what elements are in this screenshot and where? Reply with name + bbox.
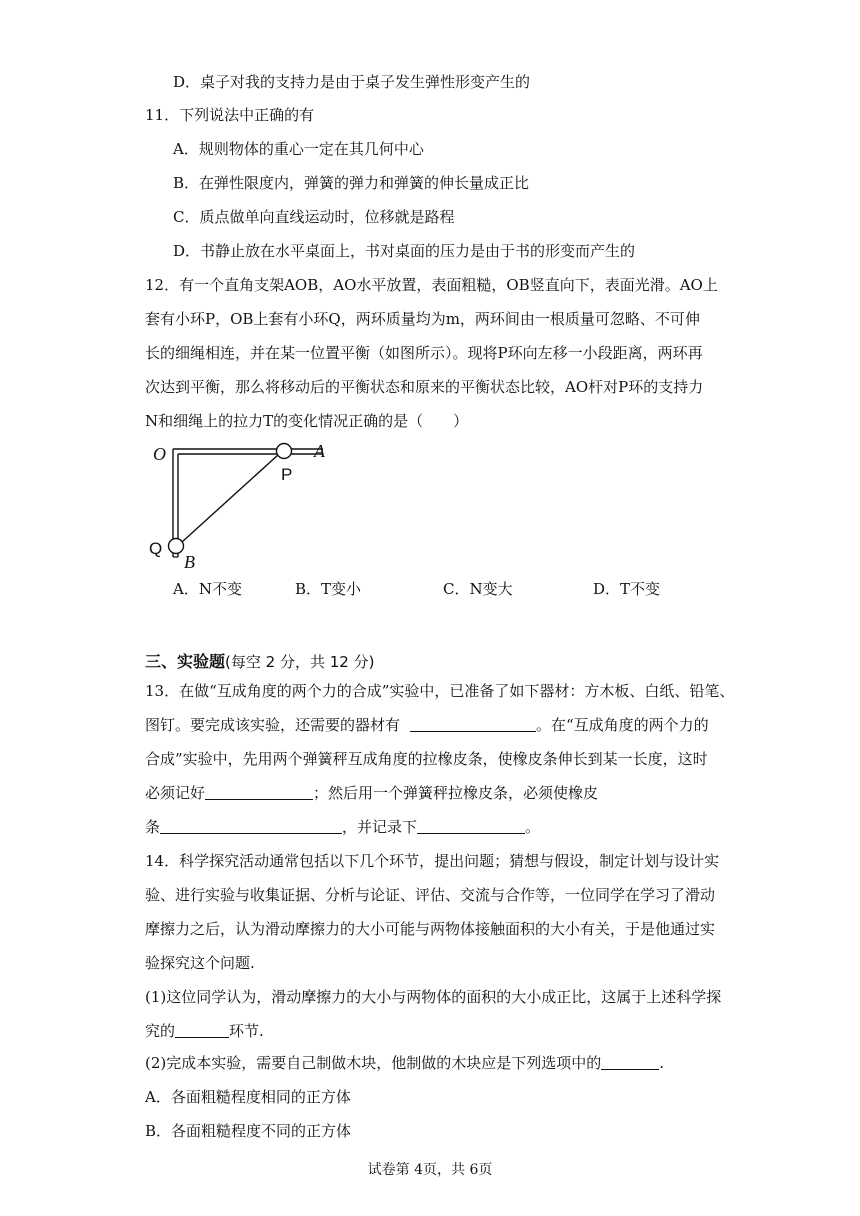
q13-text: 条 [145,818,161,836]
q11-option-c: C．质点做单向直线运动时，位移就是路程 [173,208,455,226]
label-p: P [281,465,293,484]
q13-stem-line-3: 合成”实验中，先用两个弹簧秤互成角度的拉橡皮条，使橡皮条伸长到某一长度，这时 [145,750,708,768]
q13-text: 必须记好 [145,784,206,802]
q13-stem-line-1: 13．在做“互成角度的两个力的合成”实验中，已准备了如下器材：方木板、白纸、铅笔、 [145,682,735,700]
answer-blank-note[interactable] [417,817,525,834]
q12-support-diagram [140,435,350,575]
q14-stem-line-1: 14．科学探究活动通常包括以下几个环节，提出问题；猜想与假设，制定计划与设计实 [145,852,720,870]
q12-stem-line-2: 套有小环P，OB上套有小环Q，两环质量均为m，两环间由一根质量可忽略、不可伸 [145,310,700,328]
q14-text: . [659,1054,665,1072]
label-o: O [153,444,166,464]
q11-option-d: D．书静止放在水平桌面上，书对桌面的压力是由于书的形变而产生的 [173,242,636,260]
q12-stem-line-4: 次达到平衡，那么将移动后的平衡状态和原来的平衡状态比较，AO杆对P环的支持力 [145,378,704,396]
label-b: B [184,552,195,572]
q12-stem-line-5: N和细绳上的拉力T的变化情况正确的是（ ） [145,412,469,430]
page-footer: 试卷第 4页，共 6页 [367,1162,493,1178]
q11-stem: 11．下列说法中正确的有 [145,106,315,124]
label-a: A [314,441,325,461]
q13-text: 图钉。要完成该实验，还需要的器材有 [145,716,401,734]
q14-text: 环节. [229,1022,264,1040]
section-heading [145,651,374,673]
q14-sub1-line-1: (1)这位同学认为，滑动摩擦力的大小与两物体的面积的大小成正比，这属于上述科学探 [145,988,722,1006]
q14-text: 究的 [145,1022,176,1040]
q13-text: ；然后用一个弹簧秤拉橡皮条，必须使橡皮 [313,784,599,802]
answer-blank-equipment[interactable] [410,715,536,732]
section-title: 三、实验题 [145,652,226,671]
string-pq [182,455,278,542]
answer-blank-stage[interactable] [175,1021,229,1038]
q14-stem-line-3: 摩擦力之后，认为滑动摩擦力的大小可能与两物体接触面积的大小有关，于是他通过实 [145,920,716,938]
q14-option-a: A．各面粗糙程度相同的正方体 [145,1088,351,1106]
section-note: (每空 2 分，共 12 分) [225,653,375,671]
answer-blank-stretch[interactable] [160,817,342,834]
ring-p [277,444,292,459]
label-q: Q [149,539,163,558]
q14-stem-line-2: 验、进行实验与收集证据、分析与论证、评估、交流与合作等，一位同学在学习了滑动 [145,886,716,904]
q14-text: (2)完成本实验，需要自己制做木块，他制做的木块应是下列选项中的 [145,1054,602,1072]
q13-text: 。 [525,818,541,836]
q13-text: 。在“互成角度的两个力的 [536,716,709,734]
q14-sub2 [145,1052,664,1074]
answer-blank-block[interactable] [601,1053,659,1070]
q14-stem-line-4: 验探究这个问题. [145,954,255,972]
q13-stem-line-5 [145,816,540,838]
q12-option-d: D．T不变 [593,580,661,598]
q13-stem-line-4 [145,782,598,804]
q12-stem-line-1: 12．有一个直角支架AOB，AO水平放置，表面粗糙，OB竖直向下，表面光滑。AO上 [145,276,718,294]
q14-option-b: B．各面粗糙程度不同的正方体 [145,1122,352,1140]
ring-q [169,539,184,554]
q12-option-b: B．T变小 [295,580,362,598]
answer-blank-record[interactable] [205,783,313,800]
q11-option-a: A．规则物体的重心一定在其几何中心 [173,140,424,158]
q13-text: ，并记录下 [342,818,418,836]
q12-option-a: A．N不变 [173,580,242,598]
q10-option-d: D．桌子对我的支持力是由于桌子发生弹性形变产生的 [173,73,531,91]
q14-sub1-line-2 [145,1020,264,1042]
q12-stem-line-3: 长的细绳相连，并在某一位置平衡（如图所示）。现将P环向左移一小段距离，两环再 [145,344,703,362]
q12-option-c: C．N变大 [443,580,513,598]
q13-stem-line-2 [145,714,709,736]
q11-option-b: B．在弹性限度内，弹簧的弹力和弹簧的伸长量成正比 [173,174,530,192]
q12-options [173,578,733,600]
